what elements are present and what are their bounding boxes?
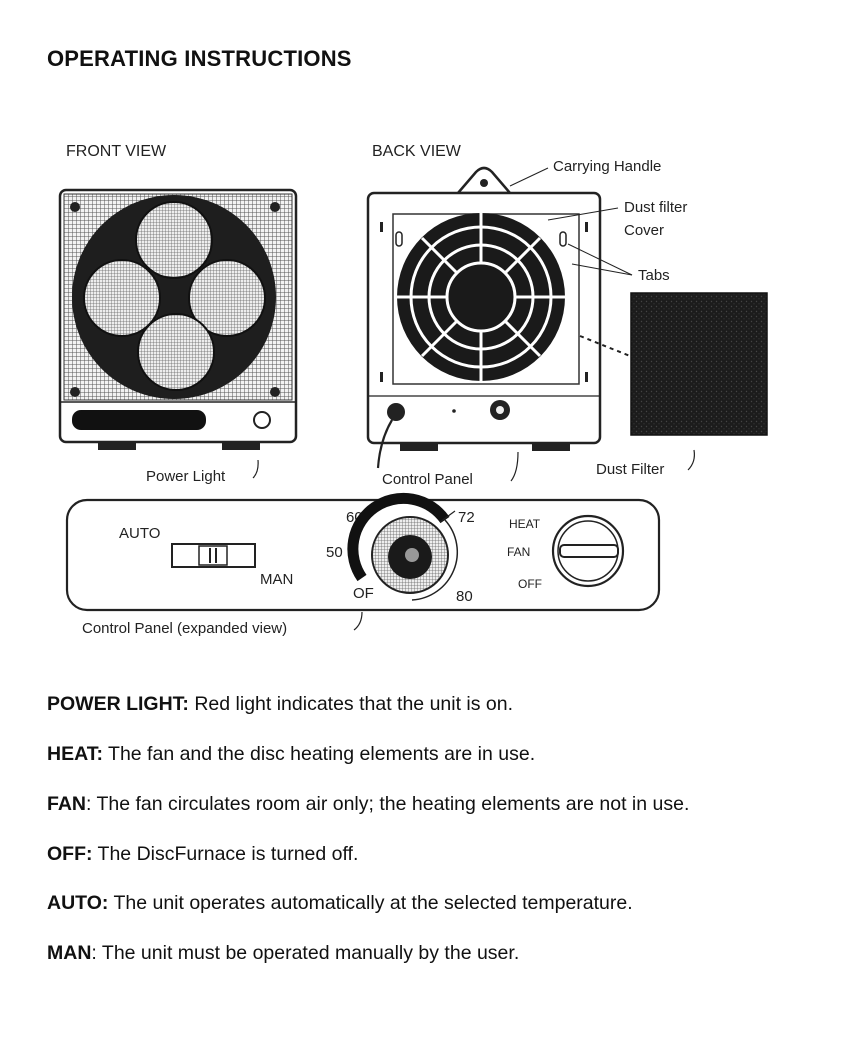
page-title: OPERATING INSTRUCTIONS [47,46,352,71]
instruction-heat [47,742,535,766]
instruction-text: The DiscFurnace is turned off. [92,843,359,865]
instruction-term: AUTO: [47,892,109,914]
temp-80: 80 [456,588,473,605]
instruction-term: OFF: [47,843,93,865]
instruction-term: POWER LIGHT: [47,693,189,715]
instruction-text: The unit operates automatically at the selected temperature. [108,892,633,914]
instruction-off [47,842,358,866]
control-panel-expanded [67,498,659,637]
instruction-text: : The unit must be operated manually by the user. [91,942,520,964]
temp-72: 72 [458,509,475,526]
dust-filter-cover-label-1: Dust filter [624,199,688,216]
dust-filter-pad [631,293,767,435]
instruction-term: MAN [47,942,92,964]
front-vent-slot [72,410,206,430]
control-panel-label: Control Panel [382,471,473,488]
mode-heat-label: HEAT [509,517,541,531]
instruction-man [47,941,519,965]
instruction-term: HEAT: [47,743,103,765]
instruction-text: Red light indicates that the unit is on. [188,693,514,715]
instruction-auto [47,891,633,915]
tab-right [560,232,566,246]
mode-selector-knob[interactable] [553,516,623,586]
switch-auto-label: AUTO [119,525,161,542]
dust-filter-label: Dust Filter [596,461,665,478]
temp-60: 60 [346,509,363,526]
front-view-label: FRONT VIEW [66,143,167,160]
dust-filter-cover-label-2: Cover [624,222,665,239]
tab-left [396,232,402,246]
power-light-label: Power Light [146,468,226,485]
mode-off-label: OFF [518,577,542,591]
instruction-text: : The fan circulates room air only; the heating elements are not in use. [86,793,690,815]
tabs-label: Tabs [638,267,670,284]
temp-of: OF [353,585,374,602]
power-light-indicator [254,412,270,428]
carrying-handle-label: Carrying Handle [553,158,662,175]
back-switch [387,403,405,421]
control-panel-expanded-label: Control Panel (expanded view) [82,620,288,637]
heating-disc-top [136,202,212,278]
instruction-text: The fan and the disc heating elements are in use. [102,743,536,765]
back-view-label: BACK VIEW [372,143,461,160]
mode-fan-label: FAN [507,545,531,559]
instruction-term: FAN [47,793,86,815]
fan-guard [397,213,565,381]
instruction-power-light [47,692,513,716]
heating-disc-bottom [138,314,214,390]
temp-50: 50 [326,544,343,561]
front-view [60,143,296,485]
instruction-fan [47,792,689,816]
switch-man-label: MAN [260,571,294,588]
dust-filter [580,293,767,478]
